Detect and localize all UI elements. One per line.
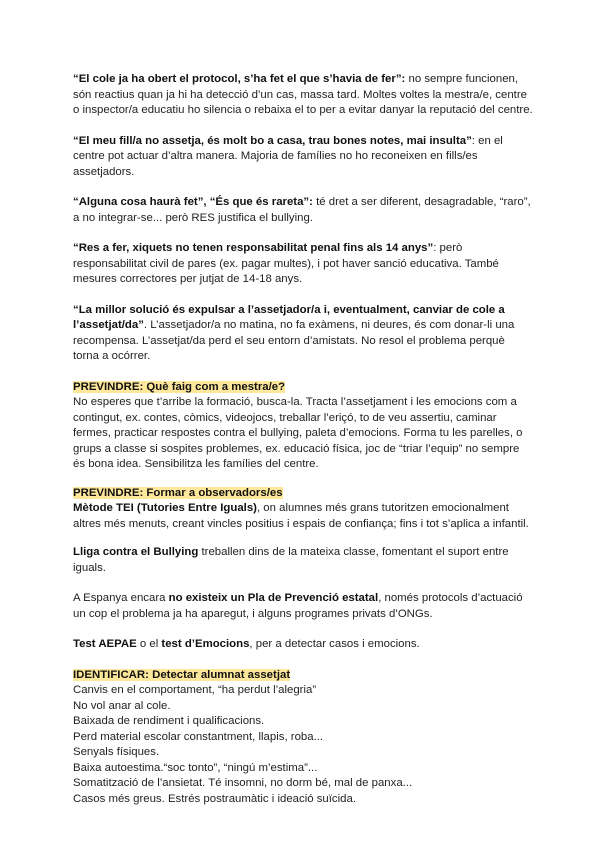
text-prevenir-mestra: No esperes que t’arribe la formació, busca-la. Tracta l’assetjament i les emocions com a contingut, ex. contes, còmics, videojocs, treballar l’eriçó, to de veu assertiu, caminar fermes, practicar respostes contra el bullying, paleta d’emocions. Forma tu les parelles, o grups a classe si sospites problemes, ex. educació física, joc de “triar l’equip” no sempre és bona idea. Sensibilitza les famílies del centre. xyxy=(73,396,523,470)
document-page xyxy=(73,72,533,820)
text-fill: : en el centre pot actuar d’altra manera. Majoria de famílies no ho reconeixen en fills/es assetjadors. xyxy=(73,134,503,178)
list-item: Baixada de rendiment i qualificacions. xyxy=(73,715,265,727)
tei-method: Mètode TEI (Tutories Entre Iguals) xyxy=(73,502,257,514)
quote-rareta: “Alguna cosa haurà fet”, “És que és rareta”: xyxy=(73,196,313,208)
text-responsabilitat: : però responsabilitat civil de pares (ex. pagar multes), i pot haver sanció educativa. També mesures correctores per jutjat de 14-18 anys. xyxy=(73,242,499,285)
tei-text: , on alumnes més grans tutoritzen emocionalment altres més menuts, creant vincles positius i espais de confiança; fins i tot s’aplica a infantil. xyxy=(73,502,529,530)
lliga-bold: Lliga contra el Bullying xyxy=(73,546,199,558)
espanya-post: , només protocols d’actuació un cop el problema ja ha aparegut, i alguns programes privats d’ONGs. xyxy=(73,592,523,620)
list-item: Canvis en el comportament, “ha perdut l’alegria” xyxy=(73,684,317,696)
test-aepae: Test AEPAE xyxy=(73,638,137,650)
paragraph-espanya xyxy=(73,591,533,622)
list-item: Somatització de l’ansietat. Té insomni, no dorm bé, mal de panxa... xyxy=(73,777,413,789)
heading-prevenir-mestra: PREVINDRE: Què faig com a mestra/e? xyxy=(73,380,286,393)
paragraph-tests xyxy=(73,637,533,653)
list-item: Baixa autoestima.“soc tonto”, “ningú m’estima”... xyxy=(73,761,318,774)
section-prevenir-mestra xyxy=(73,380,533,473)
espanya-pre: A Espanya encara xyxy=(73,592,169,604)
paragraph-rareta xyxy=(73,195,533,226)
tests-mid: o el xyxy=(136,638,162,650)
paragraph-responsabilitat xyxy=(73,241,533,288)
text-rareta: té dret a ser diferent, desagradable, “raro”, a no integrar-se... però RES justifica el bullying. xyxy=(73,196,531,224)
espanya-bold: no existeix un Pla de Prevenció estatal xyxy=(168,592,379,604)
paragraph-protocol xyxy=(73,72,533,119)
heading-prevenir-observadors: PREVINDRE: Formar a observadors/es xyxy=(73,486,283,499)
lliga-text: treballen dins de la mateixa classe, fomentant el suport entre iguals. xyxy=(73,546,509,574)
quote-protocol: “El cole ja ha obert el protocol, s’ha fet el que s’havia de fer”: xyxy=(73,73,406,85)
paragraph-expulsar xyxy=(73,303,533,365)
heading-identificar: IDENTIFICAR: Detectar alumnat assetjat xyxy=(73,668,291,681)
text-protocol: no sempre funcionen, són reactius quan ja hi ha detecció d’un cas, massa tard. Moltes voltes la mestra/e, centre o inspector/a educatiu ho silencia o rebaixa el to per a evitar danyar la reputació del centre. xyxy=(73,73,533,116)
list-item: Senyals físiques. xyxy=(73,746,160,758)
paragraph-lliga xyxy=(73,545,533,576)
paragraph-fill xyxy=(73,134,533,181)
quote-expulsar: “La millor solució és expulsar a l’assetjador/a i, eventualment, canviar de cole a l’assetjat/da” xyxy=(73,303,505,331)
quote-fill: “El meu fill/a no assetja, és molt bo a casa, trau bones notes, mai insulta” xyxy=(73,134,472,147)
test-emocions: test d’Emocions xyxy=(161,638,250,650)
text-expulsar: . L’assetjador/a no matina, no fa exàmens, ni deures, és com donar-li una recompensa. L’assetjat/da perd el seu entorn d’amistats. No resol el problema perquè torna a ocórrer. xyxy=(73,319,515,362)
list-item: Casos més greus. Estrés postraumàtic i ideació suïcida. xyxy=(73,792,356,805)
list-item: Perd material escolar constantment, llapis, roba... xyxy=(73,730,324,743)
section-prevenir-observadors xyxy=(73,486,533,533)
list-item: No vol anar al cole. xyxy=(73,699,171,712)
section-identificar xyxy=(73,668,533,808)
quote-responsabilitat: “Res a fer, xiquets no tenen responsabilitat penal fins als 14 anys” xyxy=(73,242,434,254)
tests-post: , per a detectar casos i emocions. xyxy=(249,638,420,650)
